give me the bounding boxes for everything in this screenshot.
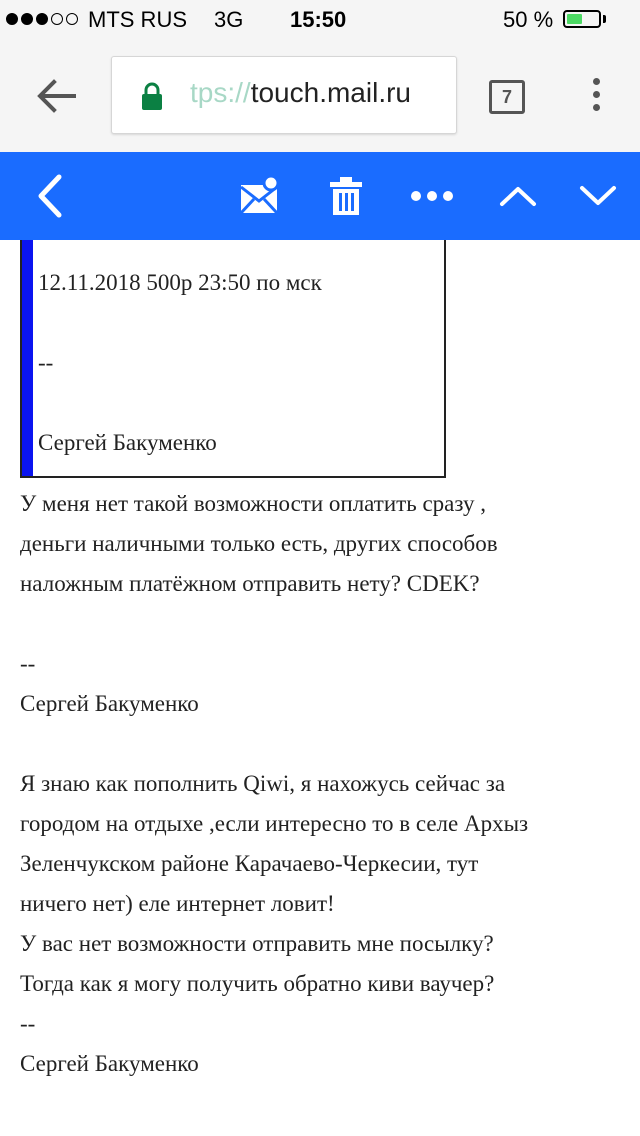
url-host: touch.mail.ru [250, 77, 411, 108]
mark-unread-button[interactable] [228, 152, 288, 240]
signal-dot [6, 13, 18, 25]
back-to-inbox-button[interactable] [22, 152, 78, 240]
menu-dot-icon [593, 104, 600, 111]
url-text [190, 77, 411, 109]
mail-toolbar [0, 152, 640, 240]
text-line: У меня нет такой возможности оплатить сразу , [20, 491, 486, 516]
text-line: городом на отдыхе ,если интересно то в селе Архыз [20, 811, 529, 836]
status-bar [0, 0, 640, 40]
previous-chevron-icon [498, 184, 538, 208]
url-field[interactable] [111, 56, 457, 134]
more-dot [411, 191, 421, 201]
blank-line [20, 604, 630, 644]
browser-bar [0, 40, 640, 152]
text-line: наложным платёжном отправить нету? CDEK? [20, 571, 480, 596]
quoted-separator: -- [38, 350, 54, 375]
message-body [0, 240, 640, 1136]
quote-bar [22, 240, 33, 476]
battery-tip [603, 15, 606, 23]
trash-stripe [339, 193, 342, 211]
more-dot [427, 191, 437, 201]
menu-dot-icon [593, 91, 600, 98]
trash-stripe [351, 193, 354, 211]
text-line: Тогда как я могу получить обратно киви ваучер? [20, 971, 495, 996]
text-line: ничего нет) еле интернет ловит! [20, 891, 335, 916]
trash-lid [330, 182, 362, 187]
url-scheme: tps:// [190, 77, 251, 108]
more-actions-button[interactable] [402, 152, 462, 240]
message-text [20, 484, 630, 1084]
more-dots-icon [410, 190, 454, 202]
previous-message-button[interactable] [490, 152, 546, 240]
back-chevron-icon [35, 173, 65, 219]
lock-icon [140, 81, 164, 111]
browser-menu-button[interactable] [586, 78, 606, 118]
network-type: 3G [214, 7, 244, 32]
unread-indicator [264, 176, 278, 190]
text-line: Я знаю как пополнить Qiwi, я нахожусь сейчас за [20, 771, 506, 796]
signature-separator: -- [20, 651, 36, 676]
next-message-button[interactable] [570, 152, 626, 240]
lock-body [142, 94, 162, 110]
carrier-name: MTS RUS [88, 7, 187, 32]
browser-back-button[interactable] [30, 70, 82, 122]
next-chevron-icon [578, 184, 618, 208]
signal-strength-icon [6, 13, 78, 25]
signal-dot [36, 13, 48, 25]
quoted-signature: Сергей Бакуменко [38, 430, 217, 455]
arrow-left-icon [30, 70, 82, 122]
signature-separator: -- [20, 1011, 36, 1036]
text-line: У вас нет возможности отправить мне посылку? [20, 931, 494, 956]
clock: 15:50 [290, 7, 347, 32]
signal-dot [51, 13, 63, 25]
trash-stripe [345, 193, 348, 211]
menu-dot-icon [593, 78, 600, 85]
signal-dot [66, 13, 78, 25]
signature-name: Сергей Бакуменко [20, 1051, 199, 1076]
tab-switcher-button[interactable]: 7 [489, 80, 525, 114]
trash-lid-handle [340, 177, 352, 182]
trash-icon [328, 175, 364, 217]
quoted-message [20, 240, 446, 478]
delete-button[interactable] [318, 152, 374, 240]
mark-unread-envelope-icon [233, 173, 283, 219]
text-line: деньги наличными только есть, других способов [20, 531, 498, 556]
text-line: Зеленчукском районе Карачаево-Черкесии, тут [20, 851, 479, 876]
battery-level [567, 14, 582, 24]
signal-dot [21, 13, 33, 25]
battery-icon [563, 10, 601, 28]
battery-percent: 50 % [503, 7, 554, 32]
more-dot [443, 191, 453, 201]
lock-shackle [146, 84, 158, 94]
signature-name: Сергей Бакуменко [20, 691, 199, 716]
quoted-date-line: 12.11.2018 500р 23:50 по мск [38, 270, 322, 295]
blank-line [20, 724, 630, 764]
